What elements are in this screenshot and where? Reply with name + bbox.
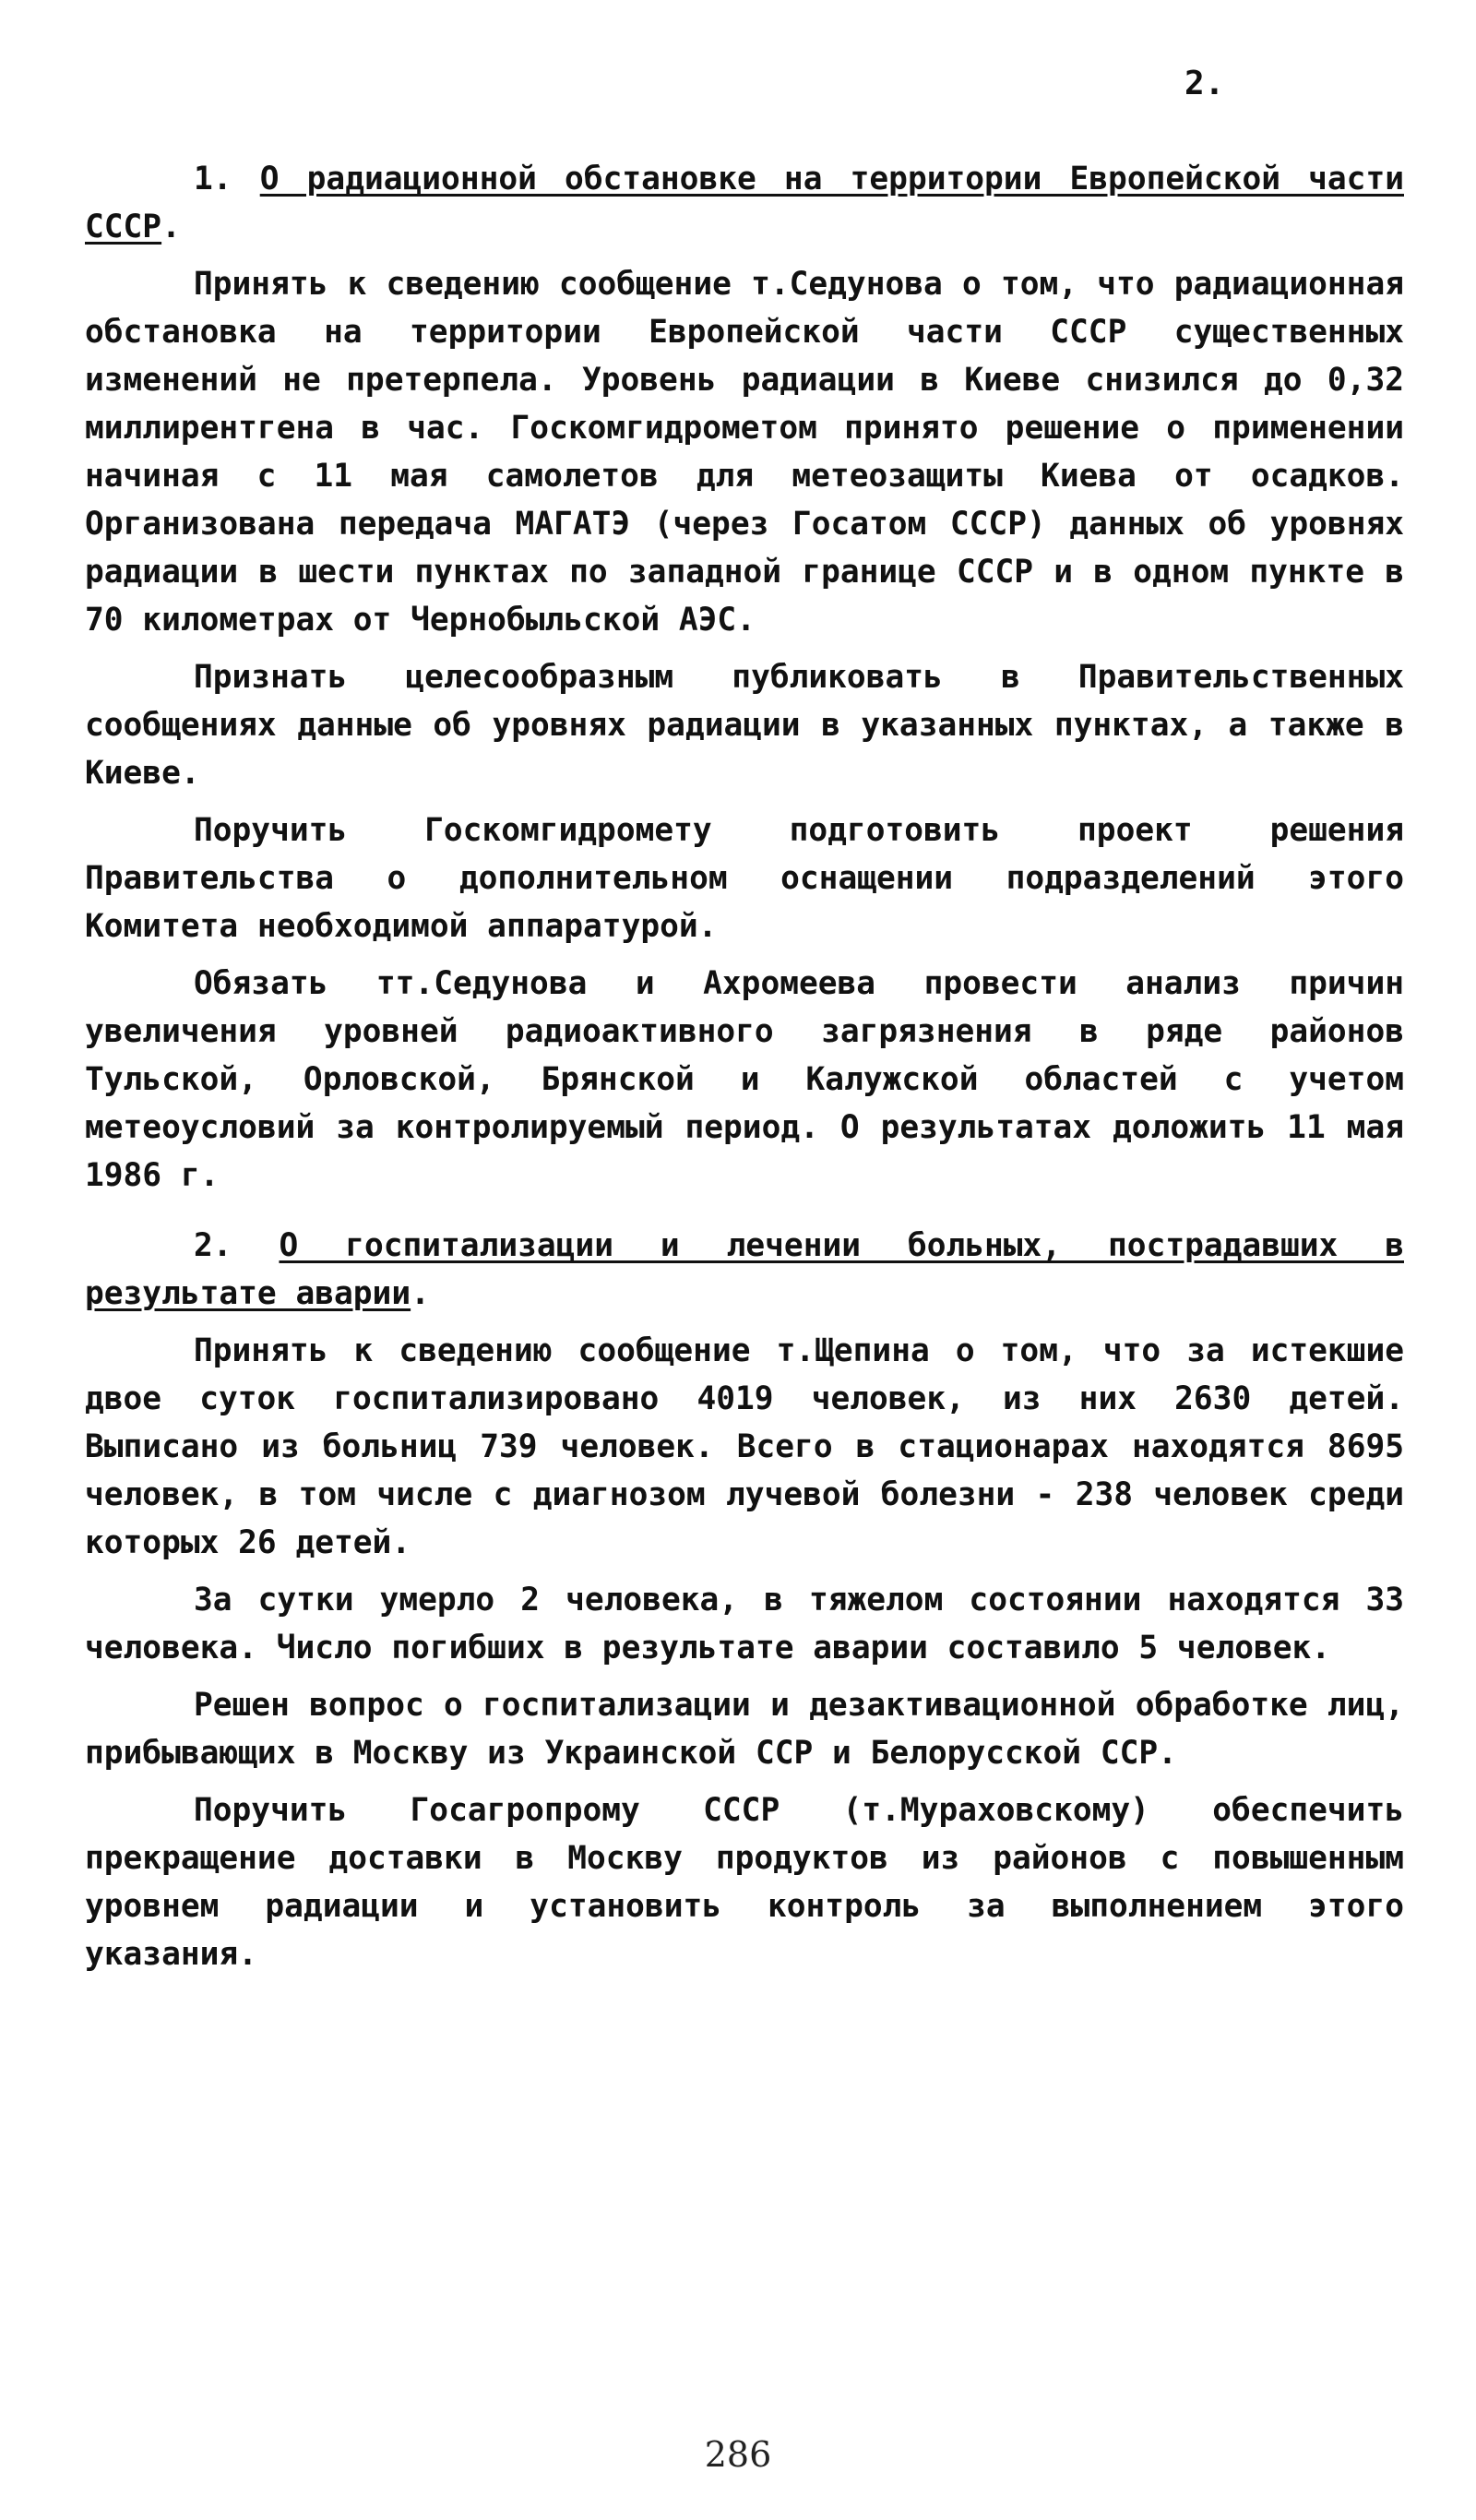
section-2 [85, 1222, 1404, 1978]
paragraph: Принять к сведению сообщение т.Щепина о том, что за истекшие двое суток госпитализировано 4019 человек, из них 2630 детей. Выписано из больниц 739 человек. Всего в стационарах находятся 8695 человек, в том числе с диагнозом лучевой болезни - 238 человек среди которых 26 детей. [85, 1332, 1404, 1561]
paragraph: За сутки умерло 2 человека, в тяжелом состоянии находятся 33 человека. Число погибших в результате аварии составило 5 человек. [85, 1582, 1404, 1666]
paragraph: Поручить Госагропрому СССР (т.Мураховскому) обеспечить прекращение доставки в Москву продуктов из районов с повышенным уровнем радиации и установить контроль за выполнением этого указания. [85, 1792, 1404, 1973]
section-1 [85, 155, 1404, 1200]
page-number-bottom: 286 [704, 2434, 772, 2475]
section-number: 1. [194, 161, 232, 197]
paragraph: Признать целесообразным публиковать в Правительственных сообщениях данные об уровнях радиации в указанных пунктах, а также в Киеве. [85, 659, 1404, 792]
section-number: 2. [194, 1227, 232, 1264]
paragraph: Решен вопрос о госпитализации и дезактивационной обработке лиц, прибывающих в Москву из Украинской ССР и Белорусской ССР. [85, 1687, 1404, 1772]
paragraph: Принять к сведению сообщение т.Седунова о том, что радиационная обстановка на территории Европейской части СССР существенных изменений не претерпела. Уровень радиации в Киеве снизился до 0,32 миллирентгена в час. Госкомгидрометом принято решение о применении начиная с 11 мая самолетов для метеозащиты Киева от осадков. Организована передача МАГАТЭ (через Госатом СССР) данных об уровнях радиации в шести пунктах по западной границе СССР и в одном пункте в 70 километрах от Чернобыльской АЭС. [85, 266, 1404, 639]
page-number-top: 2. [1184, 65, 1225, 102]
section-heading: 2. О госпитализации и лечении больных, пострадавших в результате аварии. [85, 1227, 1404, 1312]
section-title: О госпитализации и лечении больных, пострадавших в результате аварии [85, 1227, 1404, 1312]
section-title: О радиационной обстановке на территории Европейской части СССР [85, 161, 1404, 245]
section-heading: 1. О радиационной обстановке на территории Европейской части СССР. [85, 161, 1404, 245]
paragraph: Поручить Госкомгидромету подготовить проект решения Правительства о дополнительном оснащении подразделений этого Комитета необходимой аппаратурой. [85, 812, 1404, 945]
document-body [85, 155, 1404, 1978]
paragraph: Обязать тт.Седунова и Ахромеева провести анализ причин увеличения уровней радиоактивного загрязнения в ряде районов Тульской, Орловской, Брянской и Калужской областей с учетом метеоусловий за контролируемый период. О результатах доложить 11 мая 1986 г. [85, 965, 1404, 1194]
